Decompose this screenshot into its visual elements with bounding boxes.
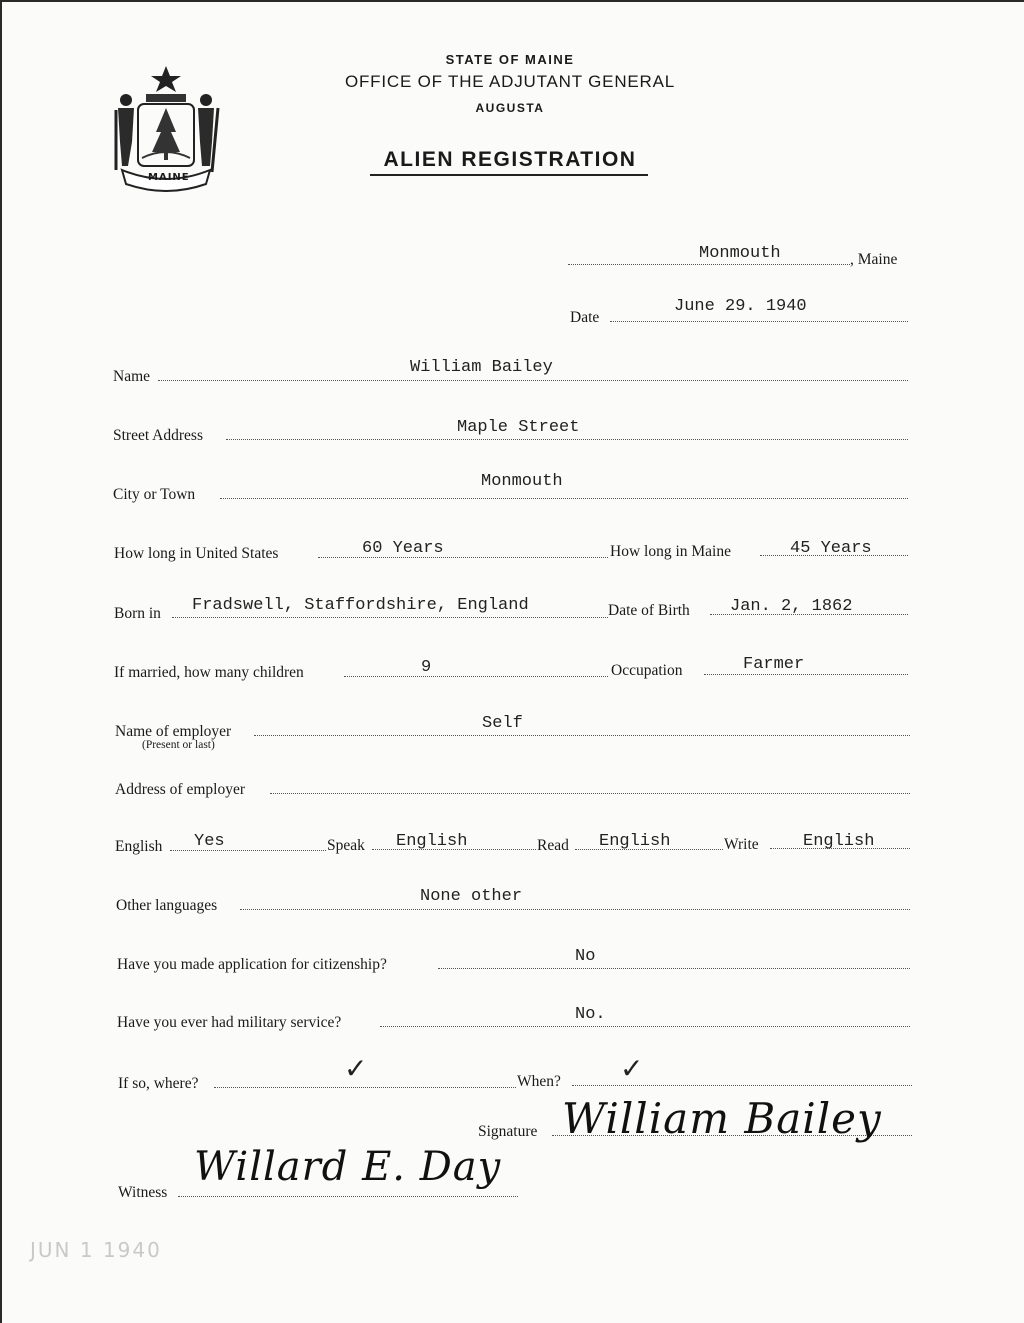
date-value: June 29. 1940 bbox=[674, 297, 807, 316]
military-value: No. bbox=[575, 1005, 606, 1024]
military-line bbox=[380, 1026, 910, 1027]
town-value: Monmouth bbox=[699, 244, 781, 263]
witness-label: Witness bbox=[118, 1184, 168, 1201]
citizenship-label: Have you made application for citizenship? bbox=[117, 956, 387, 973]
street-label: Street Address bbox=[113, 427, 203, 444]
maine-label: How long in Maine bbox=[610, 543, 731, 560]
other-languages-line bbox=[240, 909, 910, 910]
write-value: English bbox=[803, 832, 875, 851]
when-checkmark: ✓ bbox=[620, 1052, 644, 1085]
other-languages-value: None other bbox=[420, 887, 523, 906]
when-line bbox=[572, 1085, 912, 1086]
street-line bbox=[226, 439, 908, 440]
where-line bbox=[214, 1087, 516, 1088]
children-value: 9 bbox=[421, 658, 432, 677]
speak-label: Speak bbox=[327, 837, 365, 854]
state-heading: STATE OF MAINE bbox=[445, 52, 575, 67]
employer-address-line bbox=[270, 793, 910, 794]
street-value: Maple Street bbox=[457, 418, 580, 437]
town-line bbox=[568, 264, 850, 265]
occupation-value: Farmer bbox=[743, 655, 805, 674]
children-line bbox=[344, 676, 608, 677]
occupation-line bbox=[704, 674, 908, 675]
maine-value: 45 Years bbox=[790, 539, 872, 558]
read-label: Read bbox=[537, 837, 569, 854]
when-label: When? bbox=[517, 1073, 561, 1090]
signature-label: Signature bbox=[478, 1123, 538, 1140]
born-line bbox=[172, 617, 608, 618]
children-label: If married, how many children bbox=[114, 664, 304, 681]
witness-line bbox=[178, 1196, 518, 1197]
write-label: Write bbox=[724, 836, 759, 853]
employer-address-label: Address of employer bbox=[115, 781, 245, 798]
born-label: Born in bbox=[114, 605, 161, 622]
date-line bbox=[610, 321, 908, 322]
city-value: Monmouth bbox=[481, 472, 563, 491]
dob-value: Jan. 2, 1862 bbox=[730, 597, 853, 616]
state-suffix: , Maine bbox=[850, 251, 898, 268]
english-label: English bbox=[115, 838, 163, 855]
city-heading: AUGUSTA bbox=[475, 101, 545, 115]
speak-value: English bbox=[396, 832, 468, 851]
name-value: William Bailey bbox=[410, 358, 553, 377]
where-label: If so, where? bbox=[118, 1075, 199, 1092]
signature: William Bailey bbox=[562, 1094, 882, 1143]
city-label: City or Town bbox=[113, 486, 196, 503]
city-line bbox=[220, 498, 908, 499]
office-heading: OFFICE OF THE ADJUTANT GENERAL bbox=[344, 72, 676, 91]
read-value: English bbox=[599, 832, 671, 851]
english-value: Yes bbox=[194, 832, 225, 851]
seal-ribbon-text: MAINE bbox=[148, 172, 190, 183]
employer-label: Name of employer bbox=[115, 723, 232, 740]
born-value: Fradswell, Staffordshire, England bbox=[192, 596, 529, 615]
received-stamp: JUN 1 1940 bbox=[30, 1238, 162, 1262]
date-label: Date bbox=[570, 309, 600, 326]
title-underline bbox=[370, 174, 648, 176]
occupation-label: Occupation bbox=[611, 662, 683, 679]
us-value: 60 Years bbox=[362, 539, 444, 558]
dob-label: Date of Birth bbox=[608, 602, 690, 619]
citizenship-value: No bbox=[575, 947, 596, 966]
employer-sublabel: (Present or last) bbox=[142, 739, 215, 751]
form-title: ALIEN REGISTRATION bbox=[383, 148, 637, 171]
name-line bbox=[158, 380, 908, 381]
employer-line bbox=[254, 735, 910, 736]
employer-value: Self bbox=[482, 714, 523, 733]
citizenship-line bbox=[438, 968, 910, 969]
witness-signature: Willard E. Day bbox=[194, 1144, 502, 1190]
where-checkmark: ✓ bbox=[344, 1052, 368, 1085]
military-label: Have you ever had military service? bbox=[117, 1014, 342, 1031]
name-label: Name bbox=[113, 368, 151, 385]
other-languages-label: Other languages bbox=[116, 897, 218, 914]
us-label: How long in United States bbox=[114, 545, 279, 562]
